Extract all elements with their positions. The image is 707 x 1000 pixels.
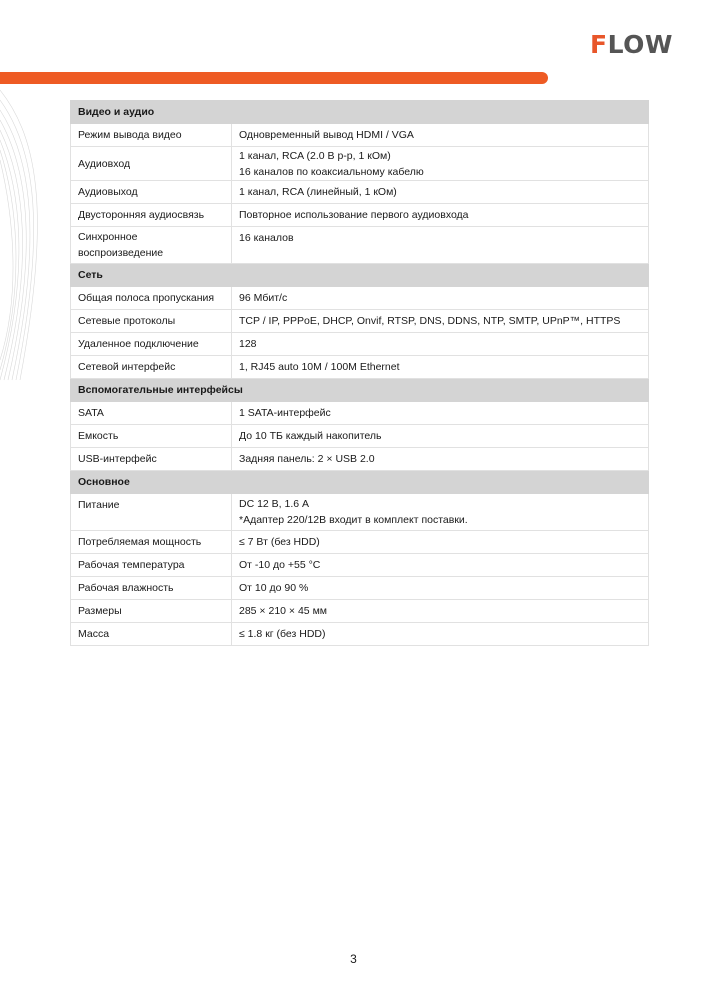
spec-key: Сетевой интерфейс <box>71 356 232 379</box>
spec-value: До 10 ТБ каждый накопитель <box>232 425 649 448</box>
table-row <box>71 623 649 646</box>
spec-key: Аудиовход <box>71 147 232 181</box>
spec-value: От -10 до +55 °C <box>232 554 649 577</box>
table-row <box>71 531 649 554</box>
table-row <box>71 425 649 448</box>
table-row <box>71 577 649 600</box>
table-row <box>71 181 649 204</box>
decorative-wave-lines <box>0 80 60 400</box>
spec-key: Размеры <box>71 600 232 623</box>
spec-value: 1 канал, RCA (линейный, 1 кОм) <box>232 181 649 204</box>
spec-key: Емкость <box>71 425 232 448</box>
spec-key: Двусторонняя аудиосвязь <box>71 204 232 227</box>
section-title: Сеть <box>71 264 649 287</box>
spec-value: 1 SATA-интерфейс <box>232 402 649 425</box>
spec-key: Потребляемая мощность <box>71 531 232 554</box>
table-row <box>71 448 649 471</box>
table-row <box>71 147 649 181</box>
header-accent-bar <box>0 72 548 84</box>
section-header-network <box>71 264 649 287</box>
logo-text: LOW <box>607 29 673 59</box>
spec-value: Повторное использование первого аудиовхода <box>232 204 649 227</box>
spec-value: 16 каналов <box>232 227 649 264</box>
spec-value: TCP / IP, PPPoE, DHCP, Onvif, RTSP, DNS, DDNS, NTP, SMTP, UPnP™, HTTPS <box>232 310 649 333</box>
table-row <box>71 227 649 264</box>
table-row <box>71 600 649 623</box>
section-title: Вспомогательные интерфейсы <box>71 379 649 402</box>
table-row <box>71 310 649 333</box>
spec-table <box>70 100 649 646</box>
spec-key <box>71 227 232 264</box>
spec-value: 285 × 210 × 45 мм <box>232 600 649 623</box>
spec-value: 96 Мбит/с <box>232 287 649 310</box>
spec-key: Питание <box>71 494 232 531</box>
spec-key: Масса <box>71 623 232 646</box>
spec-key: Удаленное подключение <box>71 333 232 356</box>
spec-value: ≤ 1.8 кг (без HDD) <box>232 623 649 646</box>
brand-logo <box>590 30 673 58</box>
spec-value-line: 16 каналов по коаксиальному кабелю <box>239 165 424 178</box>
section-header-video-audio <box>71 101 649 124</box>
spec-key: Рабочая влажность <box>71 577 232 600</box>
table-row <box>71 402 649 425</box>
section-header-general <box>71 471 649 494</box>
spec-value: 128 <box>232 333 649 356</box>
table-row <box>71 287 649 310</box>
spec-value-line: *Адаптер 220/12В входит в комплект поставки. <box>239 514 468 526</box>
table-row <box>71 333 649 356</box>
spec-key: Общая полоса пропускания <box>71 287 232 310</box>
spec-key: Сетевые протоколы <box>71 310 232 333</box>
section-header-aux-interfaces <box>71 379 649 402</box>
spec-key-line: Синхронное <box>78 231 138 243</box>
table-row <box>71 204 649 227</box>
spec-value: Задняя панель: 2 × USB 2.0 <box>232 448 649 471</box>
spec-value <box>232 494 649 531</box>
logo-letter-f: F <box>590 29 608 59</box>
spec-key: USB-интерфейс <box>71 448 232 471</box>
spec-value: Одновременный вывод HDMI / VGA <box>232 124 649 147</box>
spec-value: От 10 до 90 % <box>232 577 649 600</box>
spec-key: SATA <box>71 402 232 425</box>
spec-value <box>232 147 649 181</box>
page-number: 3 <box>350 952 357 966</box>
section-title: Основное <box>71 471 649 494</box>
section-title: Видео и аудио <box>71 101 649 124</box>
spec-value: ≤ 7 Вт (без HDD) <box>232 531 649 554</box>
table-row <box>71 494 649 531</box>
table-row <box>71 356 649 379</box>
spec-value-line: DC 12 В, 1.6 А <box>239 498 310 510</box>
spec-key: Рабочая температура <box>71 554 232 577</box>
spec-key: Аудиовыход <box>71 181 232 204</box>
spec-key-line: воспроизведение <box>78 247 164 259</box>
spec-key: Режим вывода видео <box>71 124 232 147</box>
table-row <box>71 124 649 147</box>
table-row <box>71 554 649 577</box>
spec-value: 1, RJ45 auto 10M / 100M Ethernet <box>232 356 649 379</box>
spec-value-line: 1 канал, RCA (2.0 В p-p, 1 кОм) <box>239 149 391 162</box>
